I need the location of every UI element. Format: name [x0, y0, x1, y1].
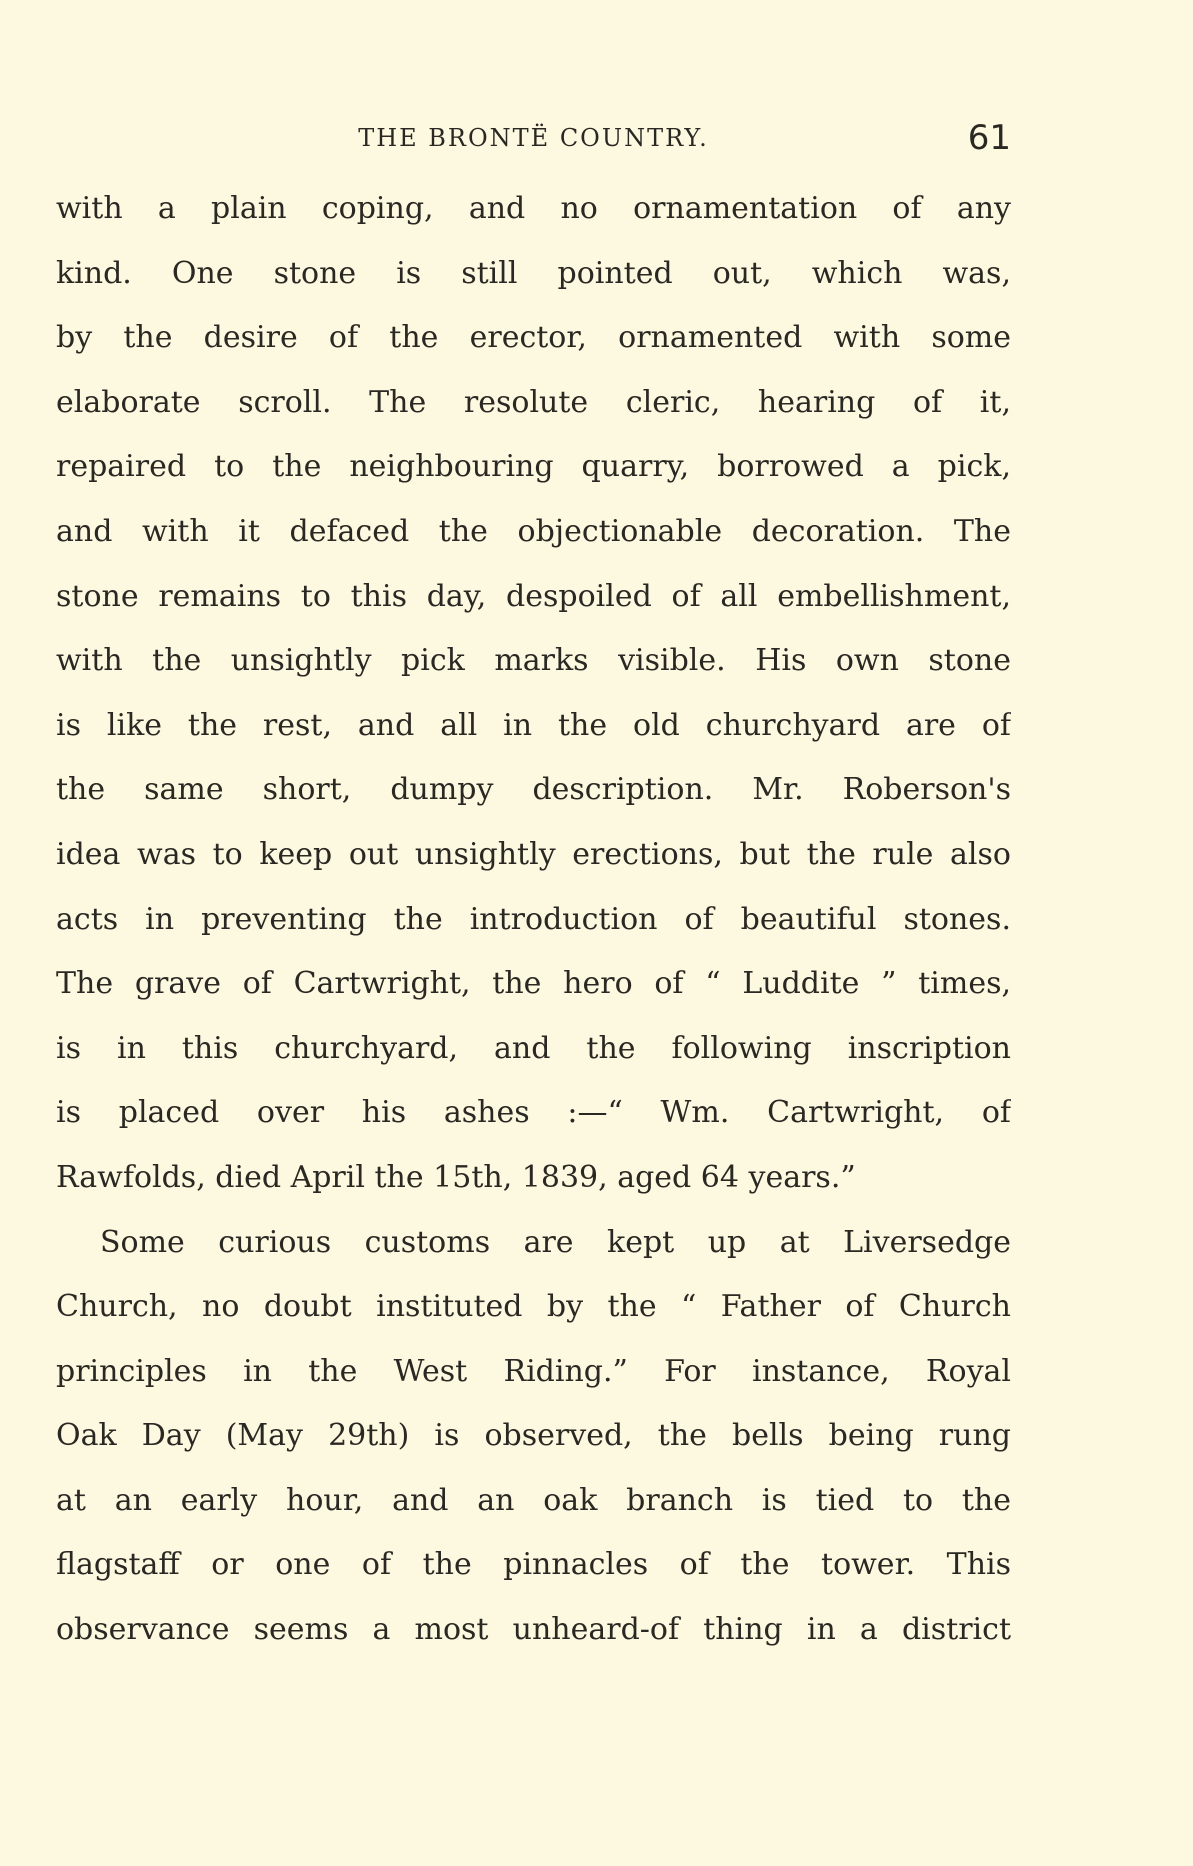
page-number: 61: [967, 118, 1011, 158]
text-line: Church, no doubt instituted by the “ Father of Church: [56, 1289, 1011, 1325]
text-line: is like the rest, and all in the old churchyard are of: [56, 707, 1011, 743]
text-line: with the unsightly pick marks visible. His own stone: [56, 643, 1011, 679]
text-line: acts in preventing the introduction of beautiful stones.: [56, 901, 1011, 937]
text-line: principles in the West Riding.” For instance, Royal: [56, 1353, 1011, 1389]
text-line: stone remains to this day, despoiled of all embellishment,: [56, 578, 1011, 614]
text-line: the same short, dumpy description. Mr. Roberson's: [56, 772, 1011, 808]
text-line: Oak Day (May 29th) is observed, the bells being rung: [56, 1418, 1011, 1454]
text-line: is placed over his ashes :—“ Wm. Cartwright, of: [56, 1095, 1011, 1131]
text-line: flagstaff or one of the pinnacles of the tower. This: [56, 1547, 1011, 1583]
body-text: [56, 177, 1011, 1663]
text-line: repaired to the neighbouring quarry, borrowed a pick,: [56, 449, 1011, 485]
running-title: THE BRONTË COUNTRY.: [358, 124, 709, 152]
running-head: [56, 118, 1011, 158]
text-line: at an early hour, and an oak branch is tied to the: [56, 1482, 1011, 1518]
text-line: idea was to keep out unsightly erections, but the rule also: [56, 836, 1011, 872]
text-line: by the desire of the erector, ornamented with some: [56, 320, 1011, 356]
text-line: is in this churchyard, and the following inscription: [56, 1030, 1011, 1066]
text-line: kind. One stone is still pointed out, which was,: [56, 255, 1011, 291]
text-line: elaborate scroll. The resolute cleric, hearing of it,: [56, 384, 1011, 420]
text-line: Some curious customs are kept up at Liversedge: [100, 1224, 1011, 1260]
text-line: observance seems a most unheard-of thing in a district: [56, 1612, 1011, 1648]
text-line: Rawfolds, died April the 15th, 1839, aged 64 years.”: [56, 1159, 856, 1195]
text-line: and with it defaced the objectionable decoration. The: [56, 513, 1011, 549]
text-line: with a plain coping, and no ornamentation of any: [56, 191, 1011, 226]
text-line: The grave of Cartwright, the hero of “ Luddite ” times,: [56, 966, 1011, 1002]
